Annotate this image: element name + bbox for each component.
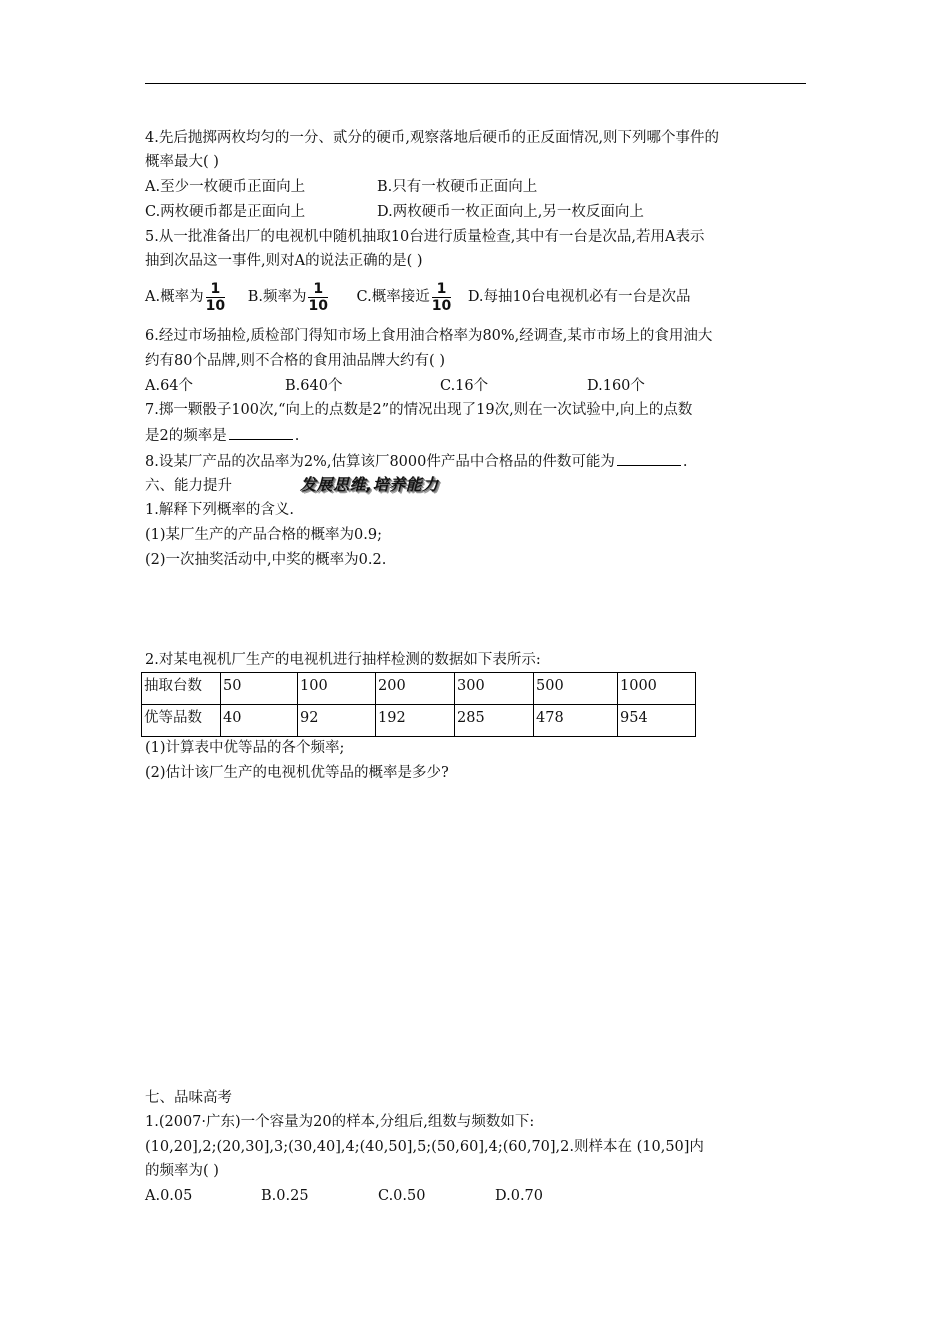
section-six-banner: 发展思维,培养能力: [300, 475, 439, 494]
s7-question1-line1: 1.(2007·广东)一个容量为20的样本,分组后,组数与频数如下:: [145, 1114, 535, 1130]
s6-question2-part1: (1)计算表中优等品的各个频率;: [145, 740, 345, 756]
s6-question1-part1: (1)某厂生产的产品合格的概率为0.9;: [145, 527, 382, 543]
q7-stem-line1: 7.掷一颗骰子100次,“向上的点数是2”的情况出现了19次,则在一次试验中,向上的点数: [145, 402, 693, 418]
s6-question2: 2.对某电视机厂生产的电视机进行抽样检测的数据如下表所示:: [145, 652, 541, 668]
fraction-one-tenth: [308, 281, 327, 314]
q8-period: .: [682, 454, 688, 470]
s7-question1-line3: 的频率为( ): [145, 1163, 219, 1179]
q4-option-d: D.两枚硬币一枚正面向上,另一枚反面向上: [377, 204, 644, 220]
q5-option-c-label: C.概率接近: [356, 289, 430, 305]
table-cell: 1000: [618, 673, 696, 705]
answer-blank: [617, 451, 681, 466]
s7-option-a: A.0.05: [145, 1188, 193, 1204]
q6-option-a: A.64个: [145, 378, 194, 394]
fraction-numerator: 1: [206, 281, 225, 298]
q5-option-b: [247, 280, 335, 314]
q4-option-c: C.两枚硬币都是正面向上: [145, 204, 306, 220]
table-cell: 40: [221, 705, 298, 737]
q8-stem: [145, 451, 687, 472]
fraction-one-tenth: [206, 281, 225, 314]
table-cell: 478: [534, 705, 618, 737]
table-row: [142, 673, 696, 705]
q5-option-d: D.每抽10台电视机必有一台是次品: [467, 289, 691, 305]
fraction-denominator: 10: [431, 297, 452, 314]
s7-option-b: B.0.25: [261, 1188, 309, 1204]
q5-options: [145, 280, 691, 314]
table-cell: 50: [221, 673, 298, 705]
table-cell: 285: [455, 705, 534, 737]
fraction-denominator: 10: [308, 297, 328, 314]
q5-stem-line1: 5.从一批准备出厂的电视机中随机抽取10台进行质量检查,其中有一台是次品,若用A表示: [145, 229, 705, 245]
s7-question1-line2: (10,20],2;(20,30],3;(30,40],4;(40,50],5;(50,60],4;(60,70],2.则样本在 (10,50]内: [145, 1139, 704, 1155]
q4-stem-line1: 4.先后抛掷两枚均匀的一分、贰分的硬币,观察落地后硬币的正反面情况,则下列哪个事件的: [145, 130, 720, 146]
header-rule: [145, 83, 806, 84]
s7-option-c: C.0.50: [378, 1188, 426, 1204]
q7-stem-text: 是2的频率是: [145, 428, 227, 444]
s6-question1: 1.解释下列概率的含义.: [145, 502, 294, 518]
table-cell: 100: [298, 673, 376, 705]
table-cell: 200: [376, 673, 455, 705]
q8-stem-text: 8.设某厂产品的次品率为2%,估算该厂8000件产品中合格品的件数可能为: [145, 454, 615, 470]
q5-option-a-label: A.概率为: [145, 289, 204, 305]
q5-option-a: [145, 280, 232, 314]
q5-option-c: [356, 280, 458, 314]
fraction-denominator: 10: [205, 297, 226, 314]
s6-question1-part2: (2)一次抽奖活动中,中奖的概率为0.2.: [145, 552, 387, 568]
q4-option-b: B.只有一枚硬币正面向上: [377, 179, 538, 195]
q6-stem-line1: 6.经过市场抽检,质检部门得知市场上食用油合格率为80%,经调查,某市市场上的食用油大: [145, 328, 713, 344]
q4-stem-line2: 概率最大( ): [145, 154, 219, 170]
fraction-numerator: 1: [308, 281, 327, 298]
table-cell: 优等品数: [142, 705, 221, 737]
table-cell: 500: [534, 673, 618, 705]
table-cell: 92: [298, 705, 376, 737]
answer-blank: [229, 425, 293, 440]
s7-option-d: D.0.70: [495, 1188, 544, 1204]
q6-option-d: D.160个: [587, 378, 645, 394]
q4-option-a: A.至少一枚硬币正面向上: [145, 179, 306, 195]
q5-option-b-label: B.频率为: [247, 289, 307, 305]
table-cell: 192: [376, 705, 455, 737]
q6-option-c: C.16个: [440, 378, 489, 394]
q6-stem-line2: 约有80个品牌,则不合格的食用油品牌大约有( ): [145, 353, 445, 369]
s6-question2-part2: (2)估计该厂生产的电视机优等品的概率是多少?: [145, 765, 449, 781]
table-cell: 954: [618, 705, 696, 737]
fraction-numerator: 1: [432, 281, 451, 298]
table-row: [142, 705, 696, 737]
fraction-one-tenth: [432, 281, 451, 314]
q7-period: .: [294, 428, 300, 444]
q7-stem-line2: [145, 425, 299, 446]
sampling-data-table: [141, 672, 696, 737]
table-cell: 300: [455, 673, 534, 705]
section-six-heading: 六、能力提升: [145, 478, 232, 494]
q5-stem-line2: 抽到次品这一事件,则对A的说法正确的是( ): [145, 253, 423, 269]
table-cell: 抽取台数: [142, 673, 221, 705]
section-seven-heading: 七、品味高考: [145, 1090, 232, 1106]
q6-option-b: B.640个: [285, 378, 343, 394]
